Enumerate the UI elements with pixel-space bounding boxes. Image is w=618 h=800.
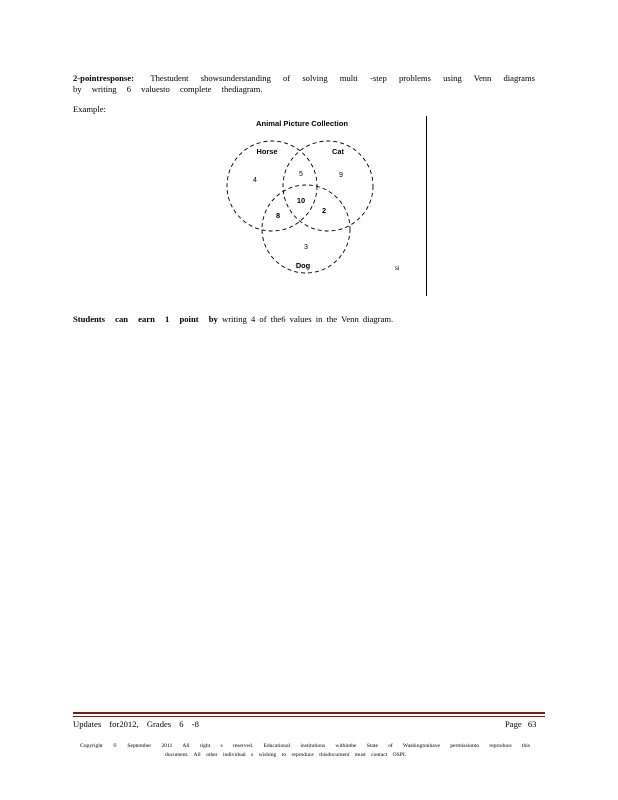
dog-circle <box>262 185 350 273</box>
footer-rule-thin <box>73 716 545 717</box>
response-text-line2: by writing 6 valuesto complete thediagram. <box>73 84 263 94</box>
page-number: Page 63 <box>505 719 537 729</box>
region-cat-dog: 2 <box>321 206 327 215</box>
region-cat-only: 9 <box>339 172 343 179</box>
example-label: Example: <box>73 104 106 114</box>
region-horse-cat: 5 <box>299 171 303 178</box>
footer-rule <box>73 712 545 714</box>
response-heading: 2-pointresponse: <box>73 73 134 83</box>
region-dog-only: 3 <box>304 244 308 251</box>
region-all-three: 10 <box>296 196 306 205</box>
cat-label: Cat <box>332 147 344 156</box>
horse-label: Horse <box>256 147 278 156</box>
vertical-divider <box>426 116 427 296</box>
copyright-line-1: Copyright © September 2011 All right s reserved. Educational institutions withinthe State of Washingtonhave permissionto reproduce this <box>80 743 530 749</box>
one-point-heading: Students can earn 1 point by <box>73 314 218 324</box>
footer-title: Updates for2012, Grades 6 -8 <box>73 719 199 729</box>
response-description <box>73 73 535 95</box>
dog-label: Dog <box>295 261 311 270</box>
one-point-text: writing 4 of the6 values in the Venn diagram. <box>221 314 394 324</box>
venn-title: Animal Picture Collection <box>256 119 348 128</box>
region-horse-only: 4 <box>253 177 257 184</box>
venn-diagram <box>220 112 420 287</box>
margin-mark: si <box>394 266 400 272</box>
response-text: Thestudent showsunderstanding of solving multi -step problems using Venn diagrams <box>150 73 535 83</box>
one-point-description <box>73 314 393 324</box>
region-horse-dog: 8 <box>275 211 281 220</box>
copyright-line-2: document. All other individual s wishing to reproduce thisdocument must contact OSPI. <box>165 752 407 758</box>
